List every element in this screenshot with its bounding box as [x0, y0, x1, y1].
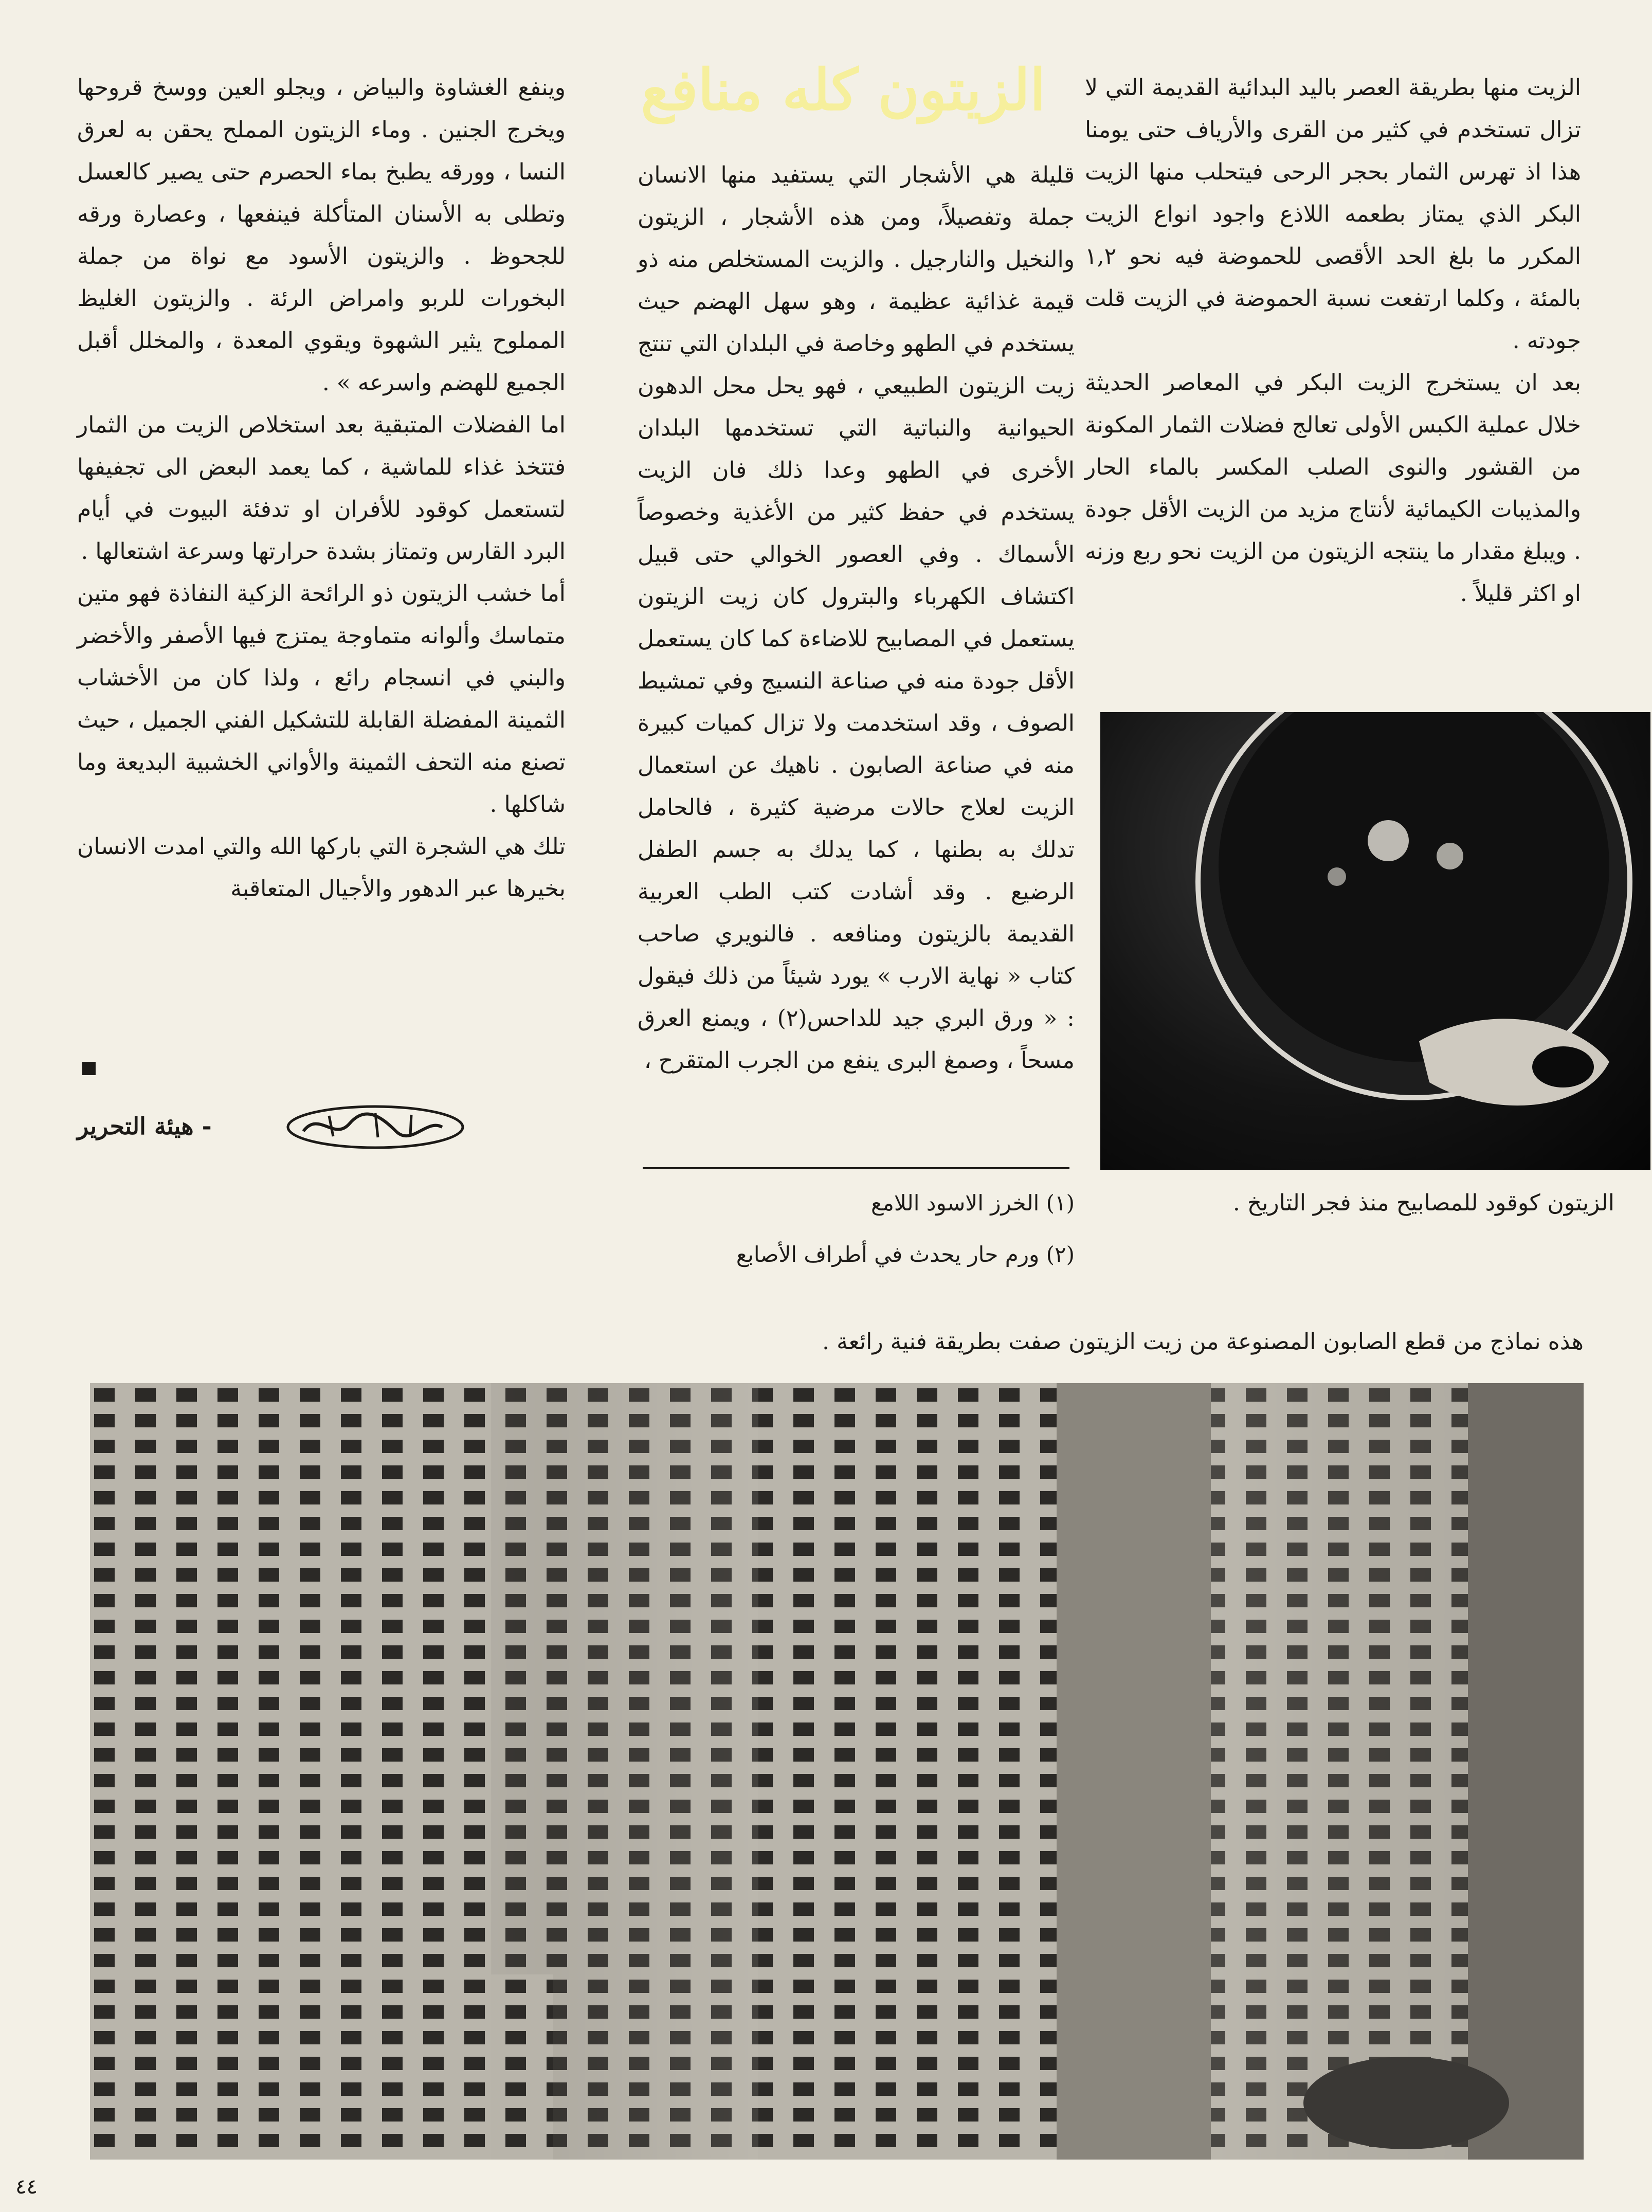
- article-column-left: [77, 67, 566, 910]
- paragraph: وينفع الغشاوة والبياض ، ويجلو العين ووسخ قروحها ويخرج الجنين . وماء الزيتون المملح يحقن به لعرق النسا ، وورقه يطبخ بماء الحصرم حتى يصير كالعسل وتطلى به الأسنان المتأكلة فينفعها ، وعصارة ورقه للجحوظ . والزيتون الأسود مع نواة من جملة البخورات للربو وامراض الرئة . والزيتون الغليظ المملوح يثير الشهوة ويقوي المعدة ، والمخلل أقبل الجميع للهضم واسرعه » .: [77, 75, 566, 396]
- editorial-credit: - هيئة التحرير: [77, 1112, 212, 1140]
- paragraph: أما خشب الزيتون ذو الرائحة الزكية النفاذة فهو متين متماسك وألوانه متماوجة يمتزج فيها الأصفر والأخضر والبني في انسجام رائع ، ولذا كان من الأخشاب الثمينة المفضلة القابلة للتشكيل الفني الجميل ، حيث تصنع منه التحف الثمينة والأواني الخشبية البديعة وما شاكلها .: [77, 581, 566, 818]
- article-title: الزيتون كله منافع: [641, 57, 1046, 123]
- paragraph: قليلة هي الأشجار التي يستفيد منها الانسان جملة وتفصيلاً، ومن هذه الأشجار ، الزيتون والنخيل والنارجيل . والزيت المستخلص منه ذو قيمة غذائية عظيمة ، وهو سهل الهضم حيث يستخدم في الطهو وخاصة في البلدان التي تنتج زيت الزيتون الطبيعي ، فهو يحل محل الدهون الحيوانية والنباتية التي تستخدمها البلدان الأخرى في الطهو وعدا ذلك فان الزيت يستخدم في حفظ كثير من الأغذية وخصوصاً الأسماك . وفي العصور الخوالي حتى قبيل اكتشاف الكهرباء والبترول كان زيت الزيتون يستعمل في المصابيح للاضاءة كما كان يستعمل الأقل جودة منه في صناعة النسيج وفي تمشيط الصوف ، وقد استخدمت ولا تزال كميات كبيرة منه في صناعة الصابون . ناهيك عن استعمال الزيت لعلاج حالات مرضية كثيرة ، فالحامل تدلك به بطنها ، كما يدلك به جسم الطفل الرضيع . وقد أشادت كتب الطب العربية القديمة بالزيتون ومنافعه . فالنويري صاحب كتاب « نهاية الارب » يورد شيئاً من ذلك فيقول : « ورق البري جيد للداحس(٢) ، ويمنع العرق مسحاً ، وصمغ البرى ينفع من الجرب المتقرح ،: [638, 162, 1075, 1074]
- paragraph: تلك هي الشجرة التي باركها الله والتي امدت الانسان بخيرها عبر الدهور والأجيال المتعاقبة: [77, 833, 566, 902]
- end-of-article-mark: [82, 1062, 96, 1075]
- footnote: (٢) ورم حار يحدث في أطراف الأصابع: [736, 1242, 1075, 1267]
- handwritten-signature: [273, 1095, 468, 1157]
- footnote-divider: [643, 1167, 1069, 1169]
- paragraph: اما الفضلات المتبقية بعد استخلاص الزيت من الثمار فتتخذ غذاء للماشية ، كما يعمد البعض الى تجفيفها لتستعمل كوقود للأفران او تدفئة البيوت في أيام البرد القارس وتمتاز بشدة حرارتها وسرعة اشتعالها .: [77, 412, 566, 565]
- soap-stacks-photo: [90, 1383, 1584, 2160]
- article-column-middle: [638, 154, 1075, 1082]
- article-column-right: [1085, 67, 1581, 615]
- soap-photo-caption: هذه نماذج من قطع الصابون المصنوعة من زيت الزيتون صفت بطريقة فنية رائعة .: [822, 1329, 1584, 1355]
- page-number: ٤٤: [15, 2175, 38, 2199]
- footnote: (١) الخرز الاسود اللامع: [870, 1190, 1075, 1216]
- paragraph: الزيت منها بطريقة العصر باليد البدائية القديمة التي لا تزال تستخدم في كثير من القرى والأرياف حتى يومنا هذا اذ تهرس الثمار بحجر الرحى فيتحلب منها الزيت البكر الذي يمتاز بطعمه اللاذع واجود انواع الزيت المكرر ما بلغ الحد الأقصى للحموضة فيه نحو ١,٢ بالمئة ، وكلما ارتفعت نسبة الحموضة في الزيت قلت جودته .: [1085, 75, 1581, 354]
- olive-oil-lamp-photo: [1100, 712, 1650, 1170]
- paragraph: بعد ان يستخرج الزيت البكر في المعاصر الحديثة خلال عملية الكبس الأولى تعالج فضلات الثمار المكونة من القشور والنوى الصلب المكسر بالماء الحار والمذيبات الكيمائية لأنتاج مزيد من الزيت الأقل جودة . ويبلغ مقدار ما ينتجه الزيتون من الزيت نحو ربع وزنه او اكثر قليلاً .: [1085, 370, 1582, 607]
- signature-block: [77, 1095, 468, 1162]
- lamp-photo-caption: الزيتون كوقود للمصابيح منذ فجر التاريخ .: [1232, 1190, 1614, 1216]
